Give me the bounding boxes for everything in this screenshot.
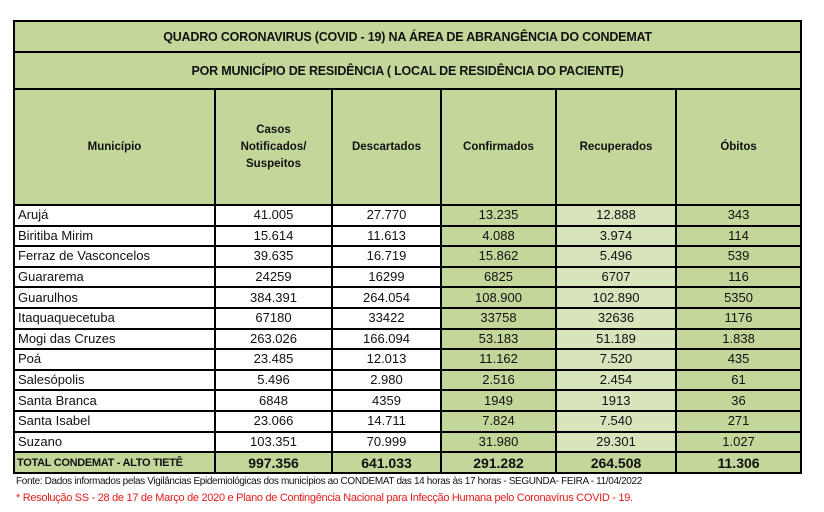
column-header-row: [14, 89, 801, 205]
confirmados-cell: 15.862: [441, 246, 556, 267]
title-row: [14, 21, 801, 52]
descartados-cell: 70.999: [332, 432, 441, 453]
table-row: [14, 329, 801, 350]
obitos-cell: 116: [676, 267, 801, 288]
recuperados-cell: 3.974: [556, 226, 676, 247]
descartados-cell: 2.980: [332, 370, 441, 391]
municipio-cell: Guararema: [14, 267, 215, 288]
obitos-cell: 1176: [676, 308, 801, 329]
table-row: [14, 246, 801, 267]
covid-table-container: [13, 20, 800, 474]
resolution-note: * Resolução SS - 28 de 17 de Março de 2020 e Plano de Contingência Nacional para Infecção Humana pelo Coronavírus COVID - 19.: [16, 492, 633, 504]
notificados-cell: 23.066: [215, 411, 332, 432]
table-row: [14, 411, 801, 432]
descartados-cell: 264.054: [332, 287, 441, 308]
obitos-cell: 539: [676, 246, 801, 267]
municipio-cell: Guarulhos: [14, 287, 215, 308]
recuperados-cell: 5.496: [556, 246, 676, 267]
recuperados-cell: 7.520: [556, 349, 676, 370]
col-header-recuperados: Recuperados: [556, 89, 676, 205]
col-header-confirmados: Confirmados: [441, 89, 556, 205]
confirmados-cell: 108.900: [441, 287, 556, 308]
total-row: [14, 452, 801, 473]
confirmados-cell: 33758: [441, 308, 556, 329]
table-row: [14, 390, 801, 411]
confirmados-cell: 2.516: [441, 370, 556, 391]
source-footnote: Fonte: Dados informados pelas Vigilâncias Epidemiológicas dos municípios ao CONDEMAT das 14 horas às 17 horas - SEGUNDA- FEIRA - 11/04/2022: [16, 476, 642, 487]
recuperados-cell: 7.540: [556, 411, 676, 432]
descartados-cell: 12.013: [332, 349, 441, 370]
col-header-obitos: Óbitos: [676, 89, 801, 205]
recuperados-cell: 51.189: [556, 329, 676, 350]
obitos-cell: 1.838: [676, 329, 801, 350]
covid-table: [13, 20, 802, 474]
table-row: [14, 226, 801, 247]
municipio-cell: Biritiba Mirim: [14, 226, 215, 247]
confirmados-cell: 6825: [441, 267, 556, 288]
table-row: [14, 267, 801, 288]
descartados-cell: 166.094: [332, 329, 441, 350]
notificados-cell: 15.614: [215, 226, 332, 247]
table-row: [14, 205, 801, 226]
notificados-cell: 6848: [215, 390, 332, 411]
notificados-cell: 23.485: [215, 349, 332, 370]
confirmados-cell: 53.183: [441, 329, 556, 350]
descartados-cell: 33422: [332, 308, 441, 329]
total-notificados: 997.356: [215, 452, 332, 473]
notificados-cell: 5.496: [215, 370, 332, 391]
obitos-cell: 343: [676, 205, 801, 226]
table-row: [14, 370, 801, 391]
notificados-cell: 67180: [215, 308, 332, 329]
municipio-cell: Mogi das Cruzes: [14, 329, 215, 350]
total-recuperados: 264.508: [556, 452, 676, 473]
obitos-cell: 61: [676, 370, 801, 391]
municipio-cell: Santa Isabel: [14, 411, 215, 432]
descartados-cell: 27.770: [332, 205, 441, 226]
obitos-cell: 1.027: [676, 432, 801, 453]
municipio-cell: Poá: [14, 349, 215, 370]
table-body: [14, 205, 801, 452]
table-row: [14, 308, 801, 329]
table-subtitle: POR MUNICÍPIO DE RESIDÊNCIA ( LOCAL DE RESIDÊNCIA DO PACIENTE): [14, 52, 801, 89]
descartados-cell: 14.711: [332, 411, 441, 432]
municipio-cell: Arujá: [14, 205, 215, 226]
total-confirmados: 291.282: [441, 452, 556, 473]
notificados-cell: 24259: [215, 267, 332, 288]
municipio-cell: Ferraz de Vasconcelos: [14, 246, 215, 267]
table-row: [14, 349, 801, 370]
notificados-cell: 41.005: [215, 205, 332, 226]
obitos-cell: 271: [676, 411, 801, 432]
recuperados-cell: 6707: [556, 267, 676, 288]
col-header-notificados: Casos Notificados/ Suspeitos: [215, 89, 332, 205]
descartados-cell: 16299: [332, 267, 441, 288]
table-title: QUADRO CORONAVIRUS (COVID - 19) NA ÁREA DE ABRANGÊNCIA DO CONDEMAT: [14, 21, 801, 52]
total-descartados: 641.033: [332, 452, 441, 473]
descartados-cell: 4359: [332, 390, 441, 411]
table-row: [14, 287, 801, 308]
obitos-cell: 36: [676, 390, 801, 411]
table-row: [14, 432, 801, 453]
municipio-cell: Santa Branca: [14, 390, 215, 411]
confirmados-cell: 11.162: [441, 349, 556, 370]
municipio-cell: Suzano: [14, 432, 215, 453]
recuperados-cell: 1913: [556, 390, 676, 411]
total-obitos: 11.306: [676, 452, 801, 473]
subtitle-row: [14, 52, 801, 89]
obitos-cell: 5350: [676, 287, 801, 308]
notificados-cell: 103.351: [215, 432, 332, 453]
municipio-cell: Salesópolis: [14, 370, 215, 391]
confirmados-cell: 4.088: [441, 226, 556, 247]
recuperados-cell: 102.890: [556, 287, 676, 308]
confirmados-cell: 7.824: [441, 411, 556, 432]
recuperados-cell: 12.888: [556, 205, 676, 226]
notificados-cell: 384.391: [215, 287, 332, 308]
obitos-cell: 114: [676, 226, 801, 247]
descartados-cell: 16.719: [332, 246, 441, 267]
total-label: TOTAL CONDEMAT - ALTO TIETÊ: [14, 452, 215, 473]
confirmados-cell: 31.980: [441, 432, 556, 453]
notificados-cell: 39.635: [215, 246, 332, 267]
descartados-cell: 11.613: [332, 226, 441, 247]
confirmados-cell: 1949: [441, 390, 556, 411]
col-header-descartados: Descartados: [332, 89, 441, 205]
confirmados-cell: 13.235: [441, 205, 556, 226]
notificados-cell: 263.026: [215, 329, 332, 350]
municipio-cell: Itaquaquecetuba: [14, 308, 215, 329]
recuperados-cell: 32636: [556, 308, 676, 329]
col-header-municipio: Município: [14, 89, 215, 205]
obitos-cell: 435: [676, 349, 801, 370]
recuperados-cell: 29.301: [556, 432, 676, 453]
recuperados-cell: 2.454: [556, 370, 676, 391]
